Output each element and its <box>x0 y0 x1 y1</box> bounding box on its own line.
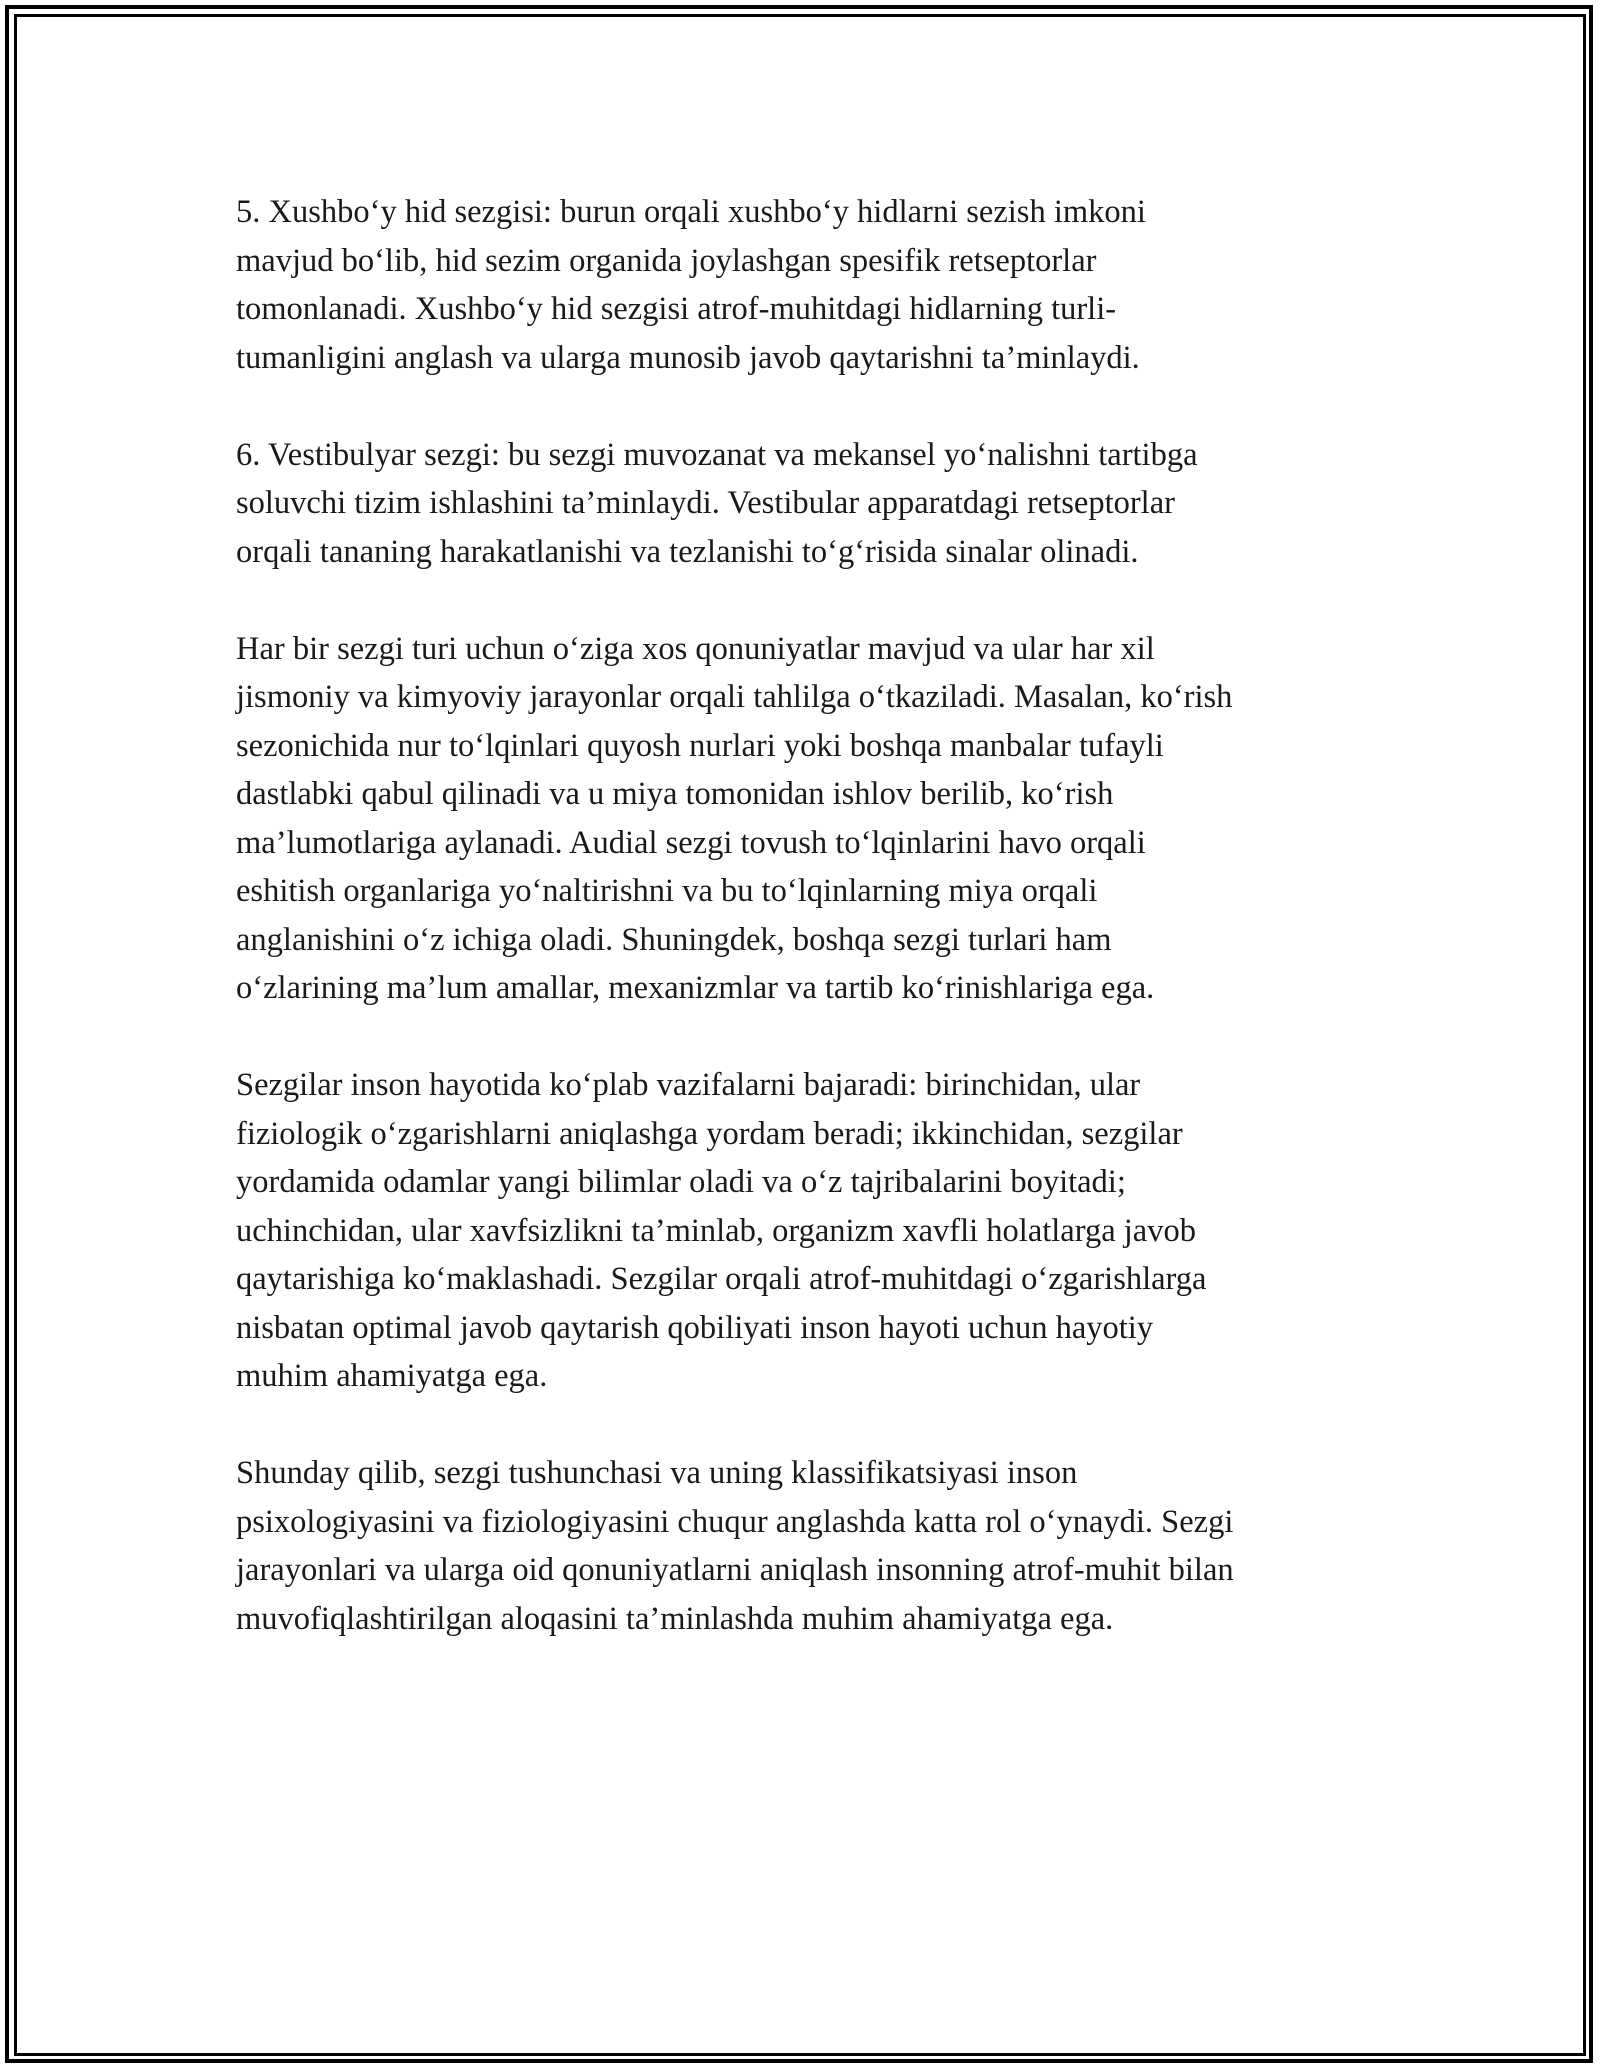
paragraph-vestibular-sense: 6. Vestibulyar sezgi: bu sezgi muvozanat va mekansel yo‘nalishni tartibga soluvchi tizim ishlashini ta’minlaydi. Vestibular apparatdagi retseptorlar orqali tananing harakatlanishi va tezlanishi to‘g‘risida sinalar olinadi. <box>236 436 1198 570</box>
document-body <box>236 188 1386 1643</box>
paragraph-sense-functions: Sezgilar inson hayotida ko‘plab vazifalarni bajaradi: birinchidan, ular fiziologik o‘zgarishlarni aniqlashga yordam beradi; ikkinchidan, sezgilar yordamida odamlar yangi bilimlar oladi va o‘z tajribalarini boyitadi; uchinchidan, ular xavfsizlikni ta’minlab, organizm xavfli holatlarga javob qaytarishiga ko‘maklashadi. Sezgilar orqali atrof-muhitdagi o‘zgarishlarga nisbatan optimal javob qaytarish qobiliyati inson hayoti uchun hayotiy muhim ahamiyatga ega. <box>236 1067 1207 1394</box>
paragraph-olfactory-sense: 5. Xushbo‘y hid sezgisi: burun orqali xushbo‘y hidlarni sezish imkoni mavjud bo‘lib, hid sezim organida joylashgan spesifik retseptorlar tomonlanadi. Xushbo‘y hid sezgisi atrof-muhitdagi hidlarning turli- tumanligini anglash va ularga munosib javob qaytarishni ta’minlaydi. <box>236 194 1146 376</box>
paragraph-conclusion: Shunday qilib, sezgi tushunchasi va uning klassifikatsiyasi inson psixologiyasini va fiziologiyasini chuqur anglashda katta rol o‘ynaydi. Sezgi jarayonlari va ularga oid qonuniyatlarni aniqlash insonning atrof-muhit bilan muvofiqlashtirilgan aloqasini ta’minlashda muhim ahamiyatga ega. <box>236 1455 1234 1637</box>
paragraph-sense-regularities: Har bir sezgi turi uchun o‘ziga xos qonuniyatlar mavjud va ular har xil jismoniy va kimyoviy jarayonlar orqali tahlilga o‘tkaziladi. Masalan, ko‘rish sezonichida nur to‘lqinlari quyosh nurlari yoki boshqa manbalar tufayli dastlabki qabul qilinadi va u miya tomonidan ishlov berilib, ko‘rish ma’lumotlariga aylanadi. Audial sezgi tovush to‘lqinlarini havo orqali eshitish organlariga yo‘naltirishni va bu to‘lqinlarning miya orqali anglanishini o‘z ichiga oladi. Shuningdek, boshqa sezgi turlari ham o‘zlarining ma’lum amallar, mexanizmlar va tartib ko‘rinishlariga ega. <box>236 630 1233 1006</box>
